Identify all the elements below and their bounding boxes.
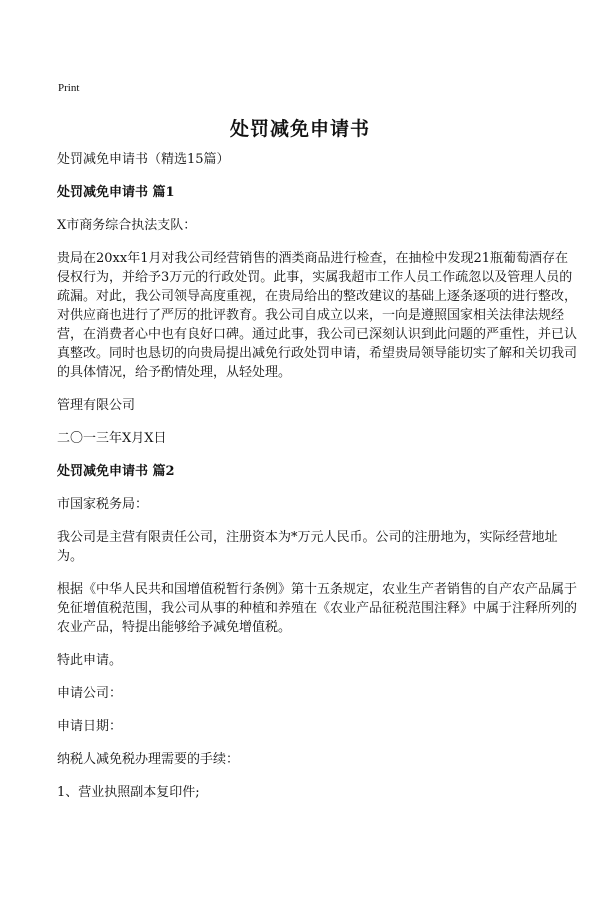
section-1-date: 二〇一三年X月X日 [57,431,167,446]
section-2-heading: 处罚减免申请书 篇2 [57,464,175,479]
section-2-applicant: 申请公司： [57,686,123,701]
section-2-procedures-intro: 纳税人减免税办理需要的手续： [57,752,240,767]
section-2-item-1: 1、营业执照副本复印件; [57,785,200,800]
section-2-paragraph-1: 我公司是主营有限责任公司，注册资本为*万元人民币。公司的注册地为，实际经营地址为。 [57,530,558,564]
section-2-paragraph-2: 根据《中华人民共和国增值税暂行条例》第十五条规定，农业生产者销售的自产农产品属于免征增值税范围，我公司从事的种植和养殖在《农业产品征税范围注释》中属于注释所列的农业产品，特提出能够给予减免增值税。 [57,582,578,635]
document-body [57,150,577,816]
print-label: Print [58,82,80,94]
document-subtitle: 处罚减免申请书（精选15篇） [57,152,230,167]
section-2-apply-date: 申请日期： [57,719,123,734]
section-1-signature: 管理有限公司 [57,398,136,413]
section-1-body: 贵局在20xx年1月对我公司经营销售的酒类商品进行检查，在抽检中发现21瓶葡萄酒存在侵权行为，并给予3万元的行政处罚。此事，实属我超市工作人员工作疏忽以及管理人员的疏漏。对此，我公司领导高度重视，在贵局给出的整改建议的基础上逐条逐项的进行整改，对供应商也进行了严厉的批评教育。我公司自成立以来，一向是遵照国家相关法律法规经营，在消费者心中也有良好口碑。通过此事，我公司已深刻认识到此问题的严重性，并已认真整改。同时也恳切的向贵局提出减免行政处罚申请，希望贵局领导能切实了解和关切我司的具体情况，给予酌情处理，从轻处理。 [57,251,578,380]
section-1-heading: 处罚减免申请书 篇1 [57,185,175,200]
section-2-closing: 特此申请。 [57,653,123,668]
document-title: 处罚减免申请书 [229,118,370,140]
section-1-salutation: X市商务综合执法支队： [57,218,197,233]
section-2-salutation: 市国家税务局： [57,497,149,512]
